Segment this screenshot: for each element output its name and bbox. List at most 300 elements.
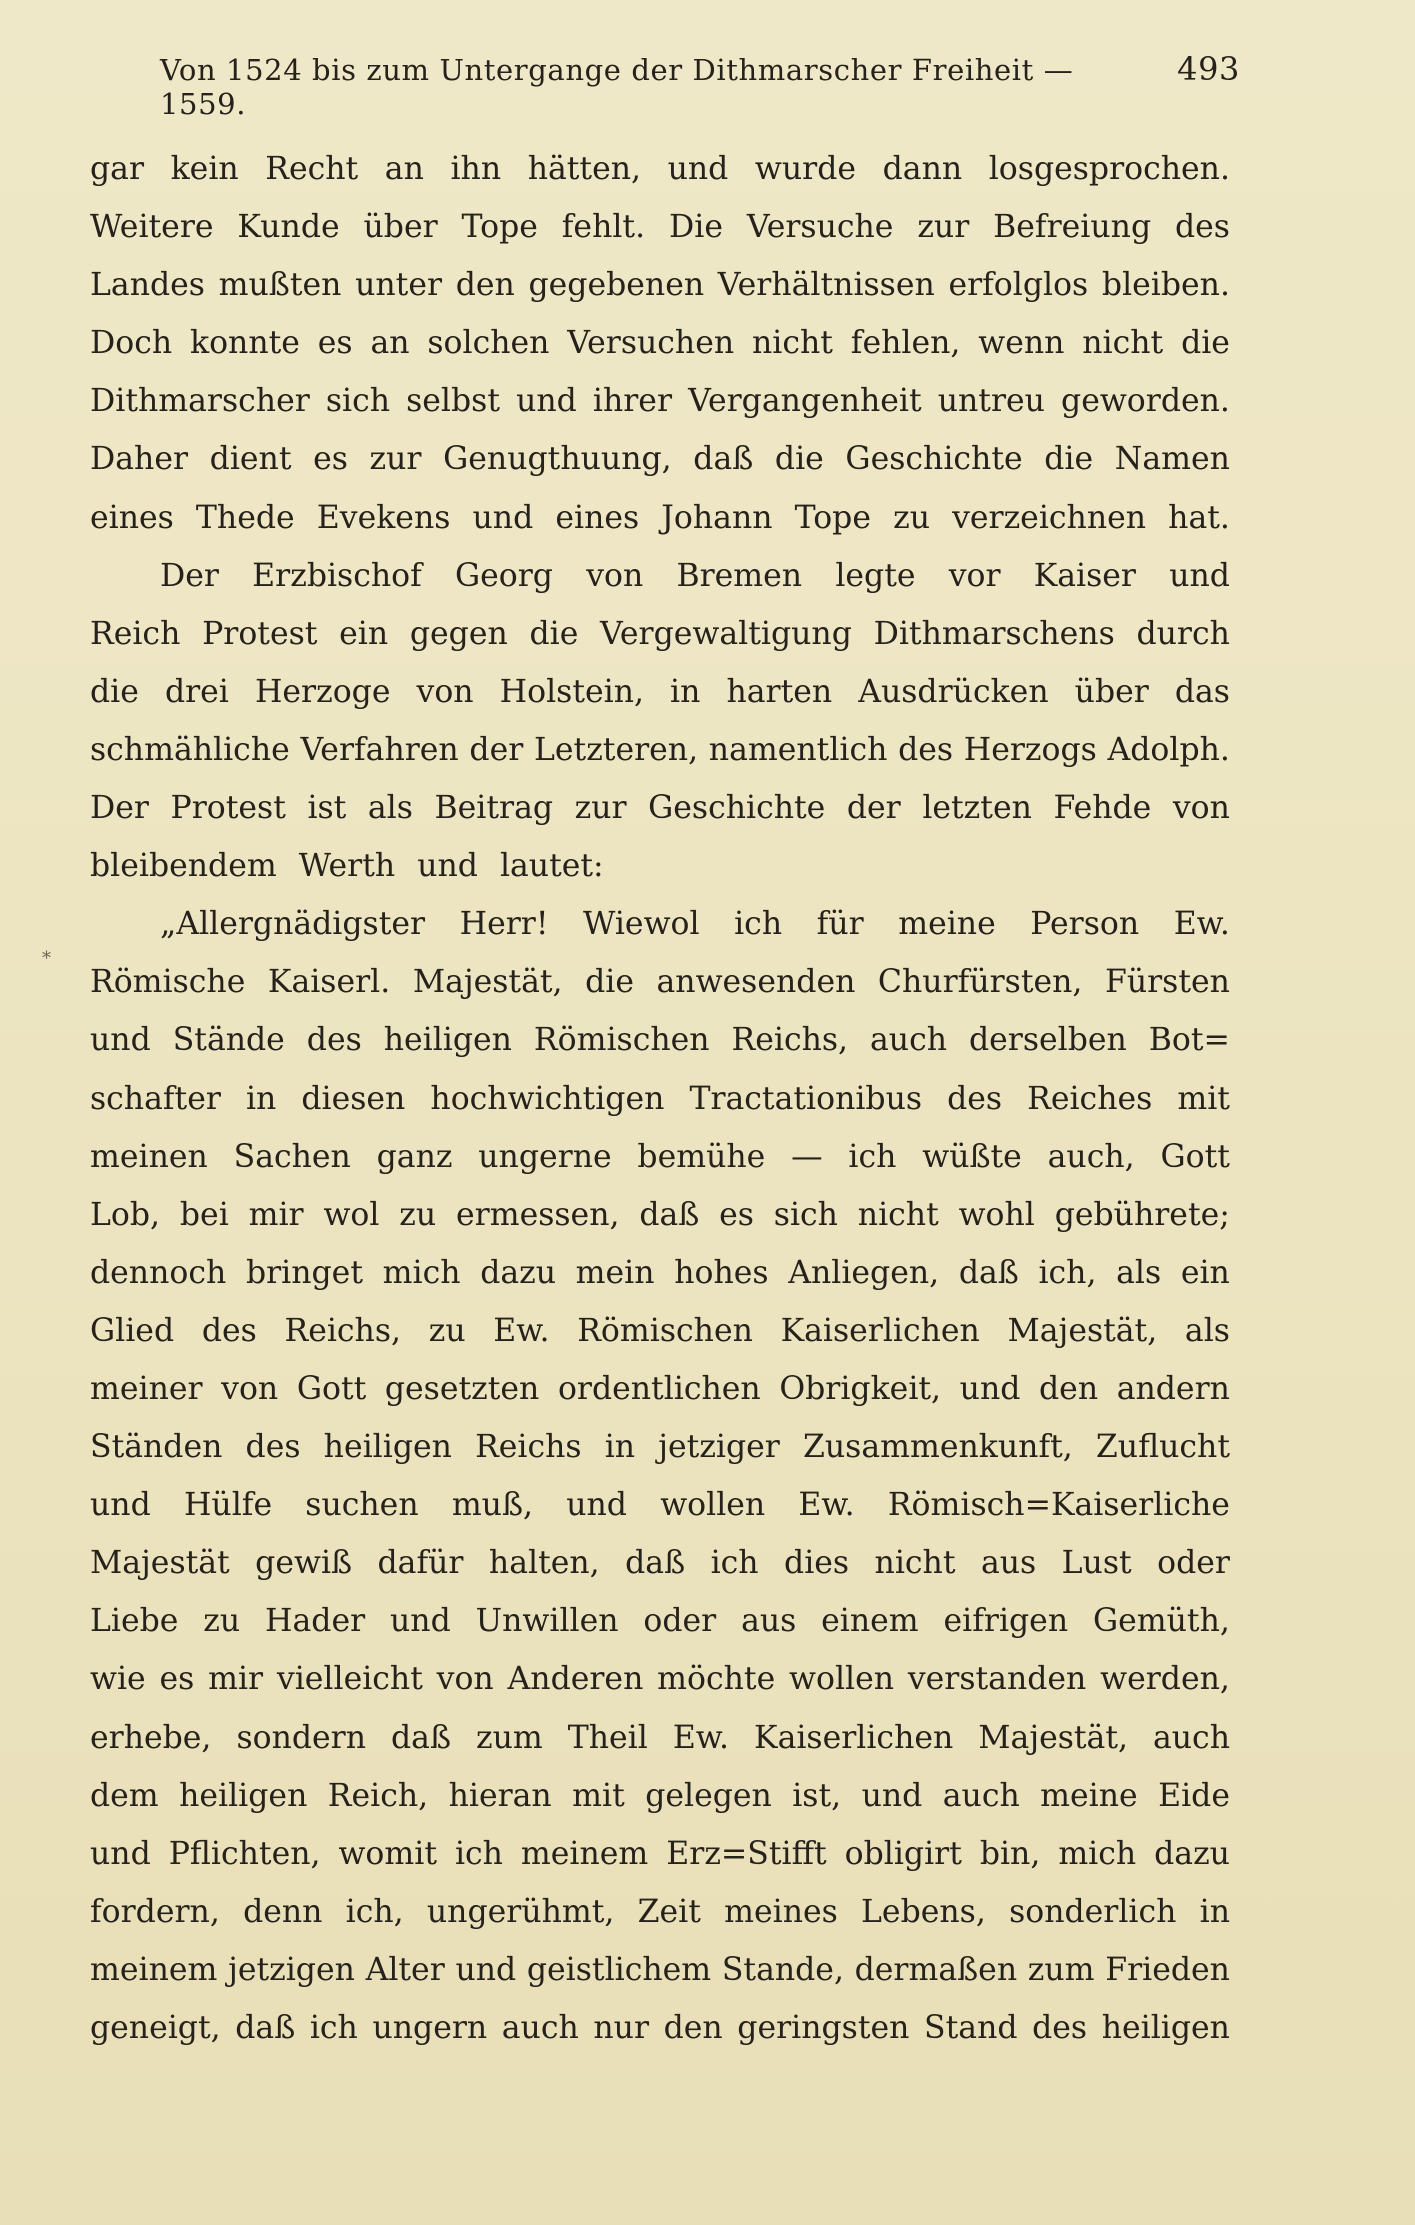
word: und xyxy=(1169,557,1230,594)
word: einem xyxy=(821,1603,919,1640)
word: mit xyxy=(572,1777,625,1814)
word: ganz xyxy=(376,1138,453,1175)
word: ich xyxy=(710,1545,759,1582)
word: dafür xyxy=(377,1545,464,1582)
word: Reich xyxy=(90,615,181,652)
word: Genugthuung, xyxy=(443,441,672,478)
word: Fehde xyxy=(1053,790,1152,827)
word: meinen xyxy=(90,1138,208,1175)
word: wie xyxy=(90,1661,146,1698)
text-line xyxy=(90,779,1230,837)
word: möchte xyxy=(657,1661,776,1698)
word: denn xyxy=(243,1893,323,1930)
margin-mark: * xyxy=(42,948,51,969)
word: Erz=Stifft xyxy=(666,1835,827,1872)
word: Landes xyxy=(90,267,205,304)
word: der xyxy=(846,790,901,827)
text-line xyxy=(90,140,1230,198)
word: und xyxy=(667,151,729,187)
word: Reichs xyxy=(475,1429,582,1466)
word: mir xyxy=(208,1661,264,1698)
word: wollen xyxy=(789,1661,895,1698)
text-line xyxy=(90,953,1230,1011)
word: fordern, xyxy=(90,1893,220,1930)
word: nur xyxy=(593,2010,650,2046)
word: daß xyxy=(625,1545,686,1582)
word: Stande, xyxy=(721,1951,844,1988)
word: daß xyxy=(235,2010,296,2046)
word: Hülfe xyxy=(183,1487,273,1524)
word: muß, xyxy=(451,1487,534,1524)
word: Namen xyxy=(1114,441,1230,478)
word: nicht xyxy=(857,1196,939,1233)
word: den xyxy=(455,267,515,304)
word: Der xyxy=(90,790,149,827)
word: Churfürsten, xyxy=(877,964,1083,1001)
word: es xyxy=(159,1661,195,1698)
word: Herzogs xyxy=(963,731,1097,768)
word: Verhältnissen xyxy=(717,267,935,304)
word: Ew. xyxy=(672,1719,730,1756)
word: Gott xyxy=(1160,1138,1230,1175)
word: lautet: xyxy=(499,848,604,885)
word: bringet xyxy=(245,1254,363,1291)
word: drei xyxy=(164,673,229,710)
word: Anliegen, xyxy=(788,1254,940,1291)
word: und xyxy=(566,1487,627,1524)
word: gesetzten xyxy=(384,1370,540,1407)
word: Wiewol xyxy=(583,906,700,943)
word: schafter xyxy=(90,1080,221,1117)
word: und xyxy=(472,499,534,536)
word: die xyxy=(774,441,824,478)
word: Fürsten xyxy=(1104,964,1230,1001)
word: von xyxy=(1172,790,1230,827)
word: konnte xyxy=(190,325,300,362)
text-line xyxy=(90,663,1230,721)
word: jetziger xyxy=(658,1429,780,1466)
word: nicht xyxy=(874,1545,956,1582)
word: auch xyxy=(870,1022,948,1059)
word: erfolglos xyxy=(948,267,1089,304)
word: hohes xyxy=(674,1254,769,1291)
word: über xyxy=(1074,673,1149,710)
word: hieran xyxy=(448,1777,552,1814)
word: Adolph. xyxy=(1107,731,1230,768)
word: derselben xyxy=(968,1022,1127,1059)
word: dem xyxy=(90,1777,159,1814)
word: Verfahren xyxy=(300,731,459,768)
word: anwesenden xyxy=(656,964,856,1001)
word: meinem xyxy=(90,1951,218,1988)
word: jetzigen xyxy=(228,1951,355,1988)
word: oder xyxy=(643,1603,717,1640)
word: ordentlichen xyxy=(557,1370,761,1407)
text-line xyxy=(90,1941,1230,1999)
word: Reichs, xyxy=(731,1022,849,1059)
text-line xyxy=(90,1244,1230,1302)
text-line xyxy=(90,547,1230,605)
word: fehlt. xyxy=(561,209,646,246)
word: von xyxy=(586,557,644,594)
word: in xyxy=(245,1080,277,1117)
word: durch xyxy=(1136,615,1230,652)
word: und xyxy=(90,1487,151,1524)
text-line xyxy=(90,1128,1230,1186)
word: des xyxy=(1174,209,1230,246)
word: Erzbischof xyxy=(252,557,422,594)
word: und xyxy=(90,1022,151,1059)
word: ungerühmt, xyxy=(426,1893,615,1930)
text-line xyxy=(90,1302,1230,1360)
word: des xyxy=(947,1080,1003,1117)
word: des xyxy=(306,1022,362,1059)
word: Herr! xyxy=(459,906,549,943)
text-line xyxy=(90,1767,1230,1825)
word: und xyxy=(417,848,478,885)
word: eines xyxy=(555,499,640,536)
word: Eide xyxy=(1158,1777,1230,1814)
text-line xyxy=(90,1418,1230,1476)
word: Zuflucht xyxy=(1095,1429,1230,1466)
text-line xyxy=(90,1534,1230,1592)
word: ihrer xyxy=(592,383,673,420)
word: Bot= xyxy=(1148,1022,1230,1059)
word: gar xyxy=(90,151,145,187)
text-line xyxy=(90,372,1230,430)
word: Dithmarscher xyxy=(90,383,310,420)
word: unter xyxy=(355,267,443,304)
word: Lob, xyxy=(90,1196,161,1233)
word: verzeichnen xyxy=(952,499,1147,536)
text-line xyxy=(90,1999,1230,2057)
word: mir xyxy=(248,1196,304,1233)
word: für xyxy=(816,906,864,943)
word: namentlich xyxy=(708,731,888,768)
word: Zusammenkunft, xyxy=(803,1429,1073,1466)
word: Glied xyxy=(90,1312,175,1349)
word: ich xyxy=(309,2010,358,2046)
word: und xyxy=(516,383,577,420)
text-line xyxy=(90,895,1230,953)
word: ein xyxy=(1180,1254,1230,1291)
word: des xyxy=(1032,2010,1088,2046)
word: ist, xyxy=(792,1777,842,1814)
word: werden, xyxy=(1100,1661,1230,1698)
word: hat. xyxy=(1168,499,1230,536)
text-line xyxy=(90,1186,1230,1244)
word: ich, xyxy=(1038,1254,1097,1291)
word: gewiß xyxy=(255,1545,353,1582)
word: Reichs, xyxy=(284,1312,402,1349)
word: mit xyxy=(1177,1080,1230,1117)
word: Doch xyxy=(90,325,173,362)
running-head xyxy=(160,50,1240,121)
word: zu xyxy=(203,1603,241,1640)
word: sich xyxy=(773,1196,838,1233)
word: ich xyxy=(734,906,783,943)
word: zum xyxy=(1027,1951,1095,1988)
word: daß xyxy=(639,1196,700,1233)
word: dermaßen xyxy=(854,1951,1018,1988)
word: schmähliche xyxy=(90,731,290,768)
word: Tractationibus xyxy=(689,1080,923,1117)
running-head-title: Von 1524 bis zum Untergange der Dithmarscher Freiheit — 1559. xyxy=(160,53,1074,121)
word: geworden. xyxy=(1061,383,1230,420)
word: als xyxy=(367,790,413,827)
word: Gott xyxy=(296,1370,367,1407)
word: und xyxy=(455,1951,517,1988)
word: die xyxy=(90,673,139,710)
word: heiligen xyxy=(323,1429,452,1466)
word: nicht xyxy=(1082,325,1164,362)
word: die xyxy=(1044,441,1094,478)
word: Kaiserlichen xyxy=(780,1312,980,1349)
word: Person xyxy=(1030,906,1140,943)
text-line xyxy=(90,605,1230,663)
word: daß xyxy=(693,441,754,478)
word: aus xyxy=(741,1603,797,1640)
word: Theil xyxy=(567,1719,648,1756)
text-line xyxy=(90,1709,1230,1767)
text-line xyxy=(90,314,1230,372)
word: Werth xyxy=(298,848,396,885)
text-line xyxy=(90,1476,1230,1534)
word: Stand xyxy=(924,2010,1018,2046)
word: Obrigkeit, xyxy=(779,1370,942,1407)
word: meines xyxy=(724,1893,838,1930)
word: mußten xyxy=(218,267,342,304)
word: daß xyxy=(391,1719,451,1756)
word: oder xyxy=(1157,1545,1230,1582)
word: ermessen, xyxy=(456,1196,620,1233)
text-line xyxy=(90,1825,1230,1883)
word: Lust xyxy=(1061,1545,1132,1582)
word: fehlen, xyxy=(850,325,961,362)
word: das xyxy=(1174,673,1230,710)
word: wurde xyxy=(754,151,857,187)
word: den xyxy=(663,2010,723,2046)
word: losgesprochen. xyxy=(988,151,1230,187)
word: es xyxy=(317,325,353,362)
word: als xyxy=(1116,1254,1162,1291)
word: legte xyxy=(835,557,916,594)
word: daß xyxy=(958,1254,1019,1291)
word: Daher xyxy=(90,441,189,478)
word: ungern xyxy=(372,2010,488,2046)
word: der xyxy=(469,731,524,768)
word: und xyxy=(390,1603,451,1640)
word: letzten xyxy=(922,790,1032,827)
word: Frieden xyxy=(1105,1951,1230,1988)
word: auch xyxy=(1152,1719,1230,1756)
text-line xyxy=(90,1360,1230,1418)
word: dient xyxy=(209,441,292,478)
word: zu xyxy=(399,1196,437,1233)
word: Ausdrücken xyxy=(858,673,1049,710)
word: Protest xyxy=(202,615,318,652)
word: die xyxy=(585,964,634,1001)
word: wollen xyxy=(660,1487,766,1524)
word: bleibendem xyxy=(90,848,277,885)
word: heiligen xyxy=(383,1022,512,1059)
word: Letzteren, xyxy=(533,731,699,768)
word: Majestät, xyxy=(412,964,563,1001)
word: Römische xyxy=(90,964,246,1001)
word: bleiben. xyxy=(1101,267,1230,304)
word: von xyxy=(221,1370,279,1407)
word: untreu xyxy=(937,383,1045,420)
word: und xyxy=(861,1777,923,1814)
word: Reiches xyxy=(1027,1080,1153,1117)
word: es xyxy=(313,441,348,478)
word: dennoch xyxy=(90,1254,227,1291)
word: halten, xyxy=(488,1545,600,1582)
word: Der xyxy=(160,557,219,594)
word: Sachen xyxy=(233,1138,351,1175)
word: dies xyxy=(784,1545,850,1582)
word: und xyxy=(90,1835,151,1872)
word: Geschichte xyxy=(648,790,826,827)
word: gebührete; xyxy=(1054,1196,1230,1233)
word: selbst xyxy=(406,383,500,420)
word: Georg xyxy=(454,557,553,594)
word: Pflichten, xyxy=(168,1835,321,1872)
word: es xyxy=(719,1196,754,1233)
word: des xyxy=(201,1312,257,1349)
word: Tope xyxy=(461,209,538,246)
word: Hader xyxy=(265,1603,366,1640)
word: Römischen xyxy=(577,1312,753,1349)
word: ein xyxy=(339,615,389,652)
word: Die xyxy=(668,209,723,246)
word: mich xyxy=(382,1254,461,1291)
word: den xyxy=(1039,1370,1099,1407)
word: von xyxy=(436,1661,494,1698)
word: Ew. xyxy=(798,1487,855,1524)
word: ich xyxy=(454,1835,503,1872)
word: diesen xyxy=(301,1080,406,1117)
word: andern xyxy=(1116,1370,1230,1407)
word: an xyxy=(370,325,410,362)
word: sonderlich xyxy=(1009,1893,1177,1930)
word: Majestät, xyxy=(1007,1312,1158,1349)
word: die xyxy=(529,615,579,652)
word: Beitrag xyxy=(434,790,554,827)
word: Römisch=Kaiserliche xyxy=(887,1487,1230,1524)
word: Bremen xyxy=(676,557,803,594)
word: erhebe, xyxy=(90,1719,212,1756)
word: vor xyxy=(948,557,1001,594)
word: ich, xyxy=(345,1893,404,1930)
word: eifrigen xyxy=(943,1603,1069,1640)
word: Ew. xyxy=(1173,906,1230,943)
word: sich xyxy=(325,383,391,420)
word: wol xyxy=(323,1196,380,1233)
word: Ständen xyxy=(90,1429,223,1466)
word: Geschichte xyxy=(845,441,1023,478)
word: Kaiserl. xyxy=(267,964,391,1001)
text-line xyxy=(90,1592,1230,1650)
word: harten xyxy=(726,673,833,710)
word: Stände xyxy=(172,1022,285,1059)
word: Holstein, xyxy=(499,673,644,710)
text-line xyxy=(90,430,1230,488)
word: womit xyxy=(338,1835,437,1872)
word: und xyxy=(959,1370,1021,1407)
word: dann xyxy=(882,151,963,187)
word: vielleicht xyxy=(276,1661,423,1698)
word: bemühe xyxy=(637,1138,766,1175)
word: sondern xyxy=(236,1719,367,1756)
word: gegen xyxy=(409,615,508,652)
word: in xyxy=(670,673,701,710)
word: zu xyxy=(428,1312,466,1349)
page-number: 493 xyxy=(1177,50,1240,88)
word: Alter xyxy=(365,1951,445,1988)
word: nicht xyxy=(751,325,833,362)
text-line xyxy=(90,1883,1230,1941)
word: Recht xyxy=(265,151,359,187)
word: Ew. xyxy=(493,1312,550,1349)
word: Kaiserlichen xyxy=(754,1719,954,1756)
page-body-text xyxy=(90,140,1230,2057)
word: mein xyxy=(575,1254,655,1291)
word: in xyxy=(604,1429,636,1466)
word: ihn xyxy=(450,151,502,187)
word: in xyxy=(1199,1893,1230,1930)
word: meine xyxy=(898,906,996,943)
word: geistlichem xyxy=(526,1951,712,1988)
word: Liebe xyxy=(90,1603,179,1640)
word: heiligen xyxy=(179,1777,308,1814)
word: gegebenen xyxy=(528,267,705,304)
word: Tope xyxy=(794,499,871,536)
word: Kaiser xyxy=(1033,557,1136,594)
word: bin, xyxy=(979,1835,1041,1872)
word: zu xyxy=(893,499,930,536)
word: Versuche xyxy=(746,209,894,246)
word: Reich, xyxy=(327,1777,429,1814)
word: an xyxy=(384,151,424,187)
word: auch xyxy=(942,1777,1020,1814)
word: auch, xyxy=(1047,1138,1135,1175)
word: geringsten xyxy=(737,2010,910,2046)
word: des xyxy=(245,1429,301,1466)
word: des xyxy=(898,731,954,768)
word: Weitere xyxy=(90,209,214,246)
word: über xyxy=(363,209,438,246)
word: meiner xyxy=(90,1370,203,1407)
word: Herzoge xyxy=(254,673,391,710)
word: Majestät xyxy=(90,1545,230,1582)
word: wenn xyxy=(978,325,1065,362)
word: zum xyxy=(475,1719,543,1756)
text-line xyxy=(90,256,1230,314)
word: wohl xyxy=(958,1196,1035,1233)
word: zur xyxy=(917,209,970,246)
word: auch xyxy=(501,2010,579,2046)
word: wüßte xyxy=(922,1138,1022,1175)
word: zur xyxy=(369,441,422,478)
word: mich xyxy=(1058,1835,1137,1872)
word: als xyxy=(1184,1312,1230,1349)
word: ist xyxy=(307,790,347,827)
word: eines xyxy=(90,499,174,536)
word: Thede xyxy=(195,499,295,536)
word: heiligen xyxy=(1101,2010,1230,2046)
text-line xyxy=(90,1650,1230,1708)
